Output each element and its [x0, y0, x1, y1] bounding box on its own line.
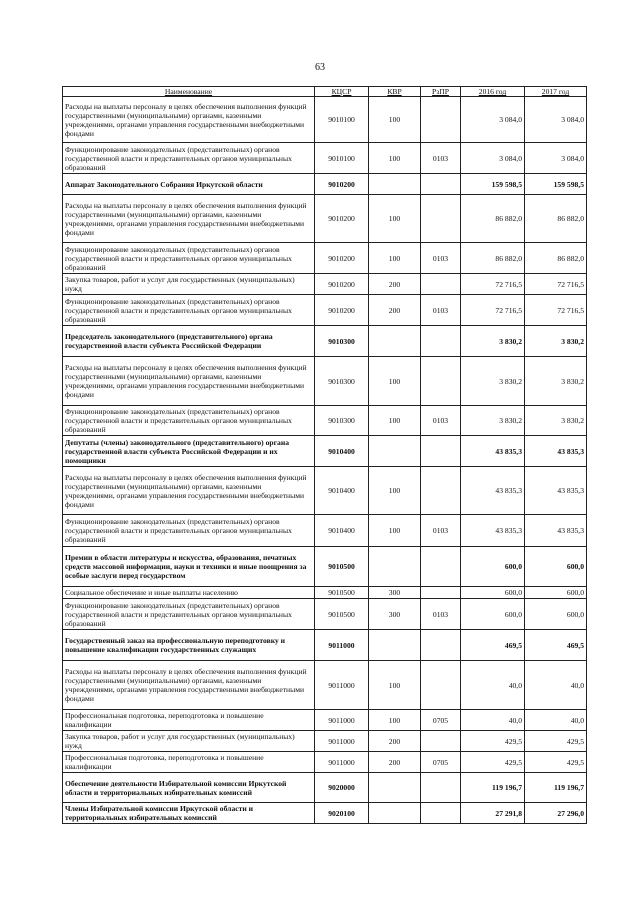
cell-rzpr [421, 326, 461, 357]
cell-name: Закупка товаров, работ и услуг для государственных (муниципальных) нужд [63, 274, 315, 295]
cell-name: Функционирование законодательных (представительных) органов государственной власти и представительных органов муниципальных образований [63, 295, 315, 326]
cell-kvr: 100 [369, 467, 421, 515]
table-row [63, 243, 587, 274]
cell-name: Социальное обеспечение и иные выплаты населению [63, 587, 315, 599]
cell-kcsr: 9010300 [315, 406, 369, 436]
cell-kcsr: 9010300 [315, 326, 369, 357]
cell-2017: 72 716,5 [525, 274, 587, 295]
table-row [63, 547, 587, 587]
cell-rzpr [421, 467, 461, 515]
cell-kvr [369, 803, 421, 824]
cell-kcsr: 9010200 [315, 195, 369, 243]
cell-rzpr: 0103 [421, 599, 461, 630]
cell-name: Депутаты (члены) законодательного (представительного) органа государственной власти субъекта Российской Федерации и их помощники [63, 436, 315, 467]
cell-kvr: 100 [369, 357, 421, 406]
cell-2016: 429,5 [461, 752, 525, 773]
budget-table [62, 86, 587, 824]
cell-rzpr [421, 661, 461, 710]
cell-kvr [369, 326, 421, 357]
cell-rzpr [421, 174, 461, 195]
cell-2017: 3 084,0 [525, 143, 587, 174]
table-row [63, 587, 587, 599]
column-header-name: Наименование [63, 87, 315, 97]
cell-2017: 3 830,2 [525, 357, 587, 406]
table-row [63, 143, 587, 174]
cell-2017: 429,5 [525, 731, 587, 752]
cell-name: Председатель законодательного (представительного) органа государственной власти субъекта Российской Федерации [63, 326, 315, 357]
cell-kcsr: 9010400 [315, 436, 369, 467]
cell-2017: 40,0 [525, 661, 587, 710]
cell-kcsr: 9010200 [315, 274, 369, 295]
cell-2016: 429,5 [461, 731, 525, 752]
cell-2016: 86 882,0 [461, 195, 525, 243]
table-row [63, 406, 587, 436]
cell-2017: 3 830,2 [525, 406, 587, 436]
table-header-row [63, 87, 587, 97]
cell-kcsr: 9010200 [315, 174, 369, 195]
cell-kvr [369, 174, 421, 195]
page-number: 63 [315, 62, 325, 73]
cell-2016: 3 830,2 [461, 326, 525, 357]
table-row [63, 467, 587, 515]
cell-kcsr: 9010200 [315, 295, 369, 326]
table-row [63, 274, 587, 295]
cell-kvr: 100 [369, 661, 421, 710]
cell-name: Премии в области литературы и искусства, образования, печатных средств массовой информации, науки и техники и иные поощрения за особые заслуги перед государством [63, 547, 315, 587]
cell-name: Обеспечение деятельности Избирательной комиссии Иркутской области и территориальных избирательных комиссий [63, 773, 315, 803]
cell-kvr [369, 436, 421, 467]
table-row [63, 599, 587, 630]
cell-name: Закупка товаров, работ и услуг для государственных (муниципальных) нужд [63, 731, 315, 752]
cell-name: Профессиональная подготовка, переподготовка и повышение квалификации [63, 710, 315, 731]
table-row [63, 436, 587, 467]
cell-kvr: 100 [369, 97, 421, 143]
cell-2016: 3 084,0 [461, 97, 525, 143]
cell-2016: 159 598,5 [461, 174, 525, 195]
cell-kcsr: 9010500 [315, 587, 369, 599]
column-header-2017: 2017 год [525, 87, 587, 97]
cell-kvr: 100 [369, 143, 421, 174]
table-row [63, 515, 587, 547]
cell-name: Функционирование законодательных (представительных) органов государственной власти и представительных органов муниципальных образований [63, 143, 315, 174]
cell-kcsr: 9010400 [315, 515, 369, 547]
cell-kcsr: 9020100 [315, 803, 369, 824]
table-row [63, 661, 587, 710]
cell-kvr: 100 [369, 195, 421, 243]
cell-name: Профессиональная подготовка, переподготовка и повышение квалификации [63, 752, 315, 773]
cell-rzpr [421, 195, 461, 243]
cell-2017: 27 296,0 [525, 803, 587, 824]
cell-kvr: 200 [369, 295, 421, 326]
cell-kvr: 300 [369, 587, 421, 599]
cell-2016: 3 830,2 [461, 406, 525, 436]
cell-2017: 429,5 [525, 752, 587, 773]
cell-rzpr [421, 357, 461, 406]
cell-name: Члены Избирательной комиссии Иркутской области и территориальных избирательных комиссий [63, 803, 315, 824]
cell-kvr: 200 [369, 752, 421, 773]
cell-2017: 40,0 [525, 710, 587, 731]
cell-rzpr [421, 274, 461, 295]
cell-kvr: 100 [369, 710, 421, 731]
cell-name: Расходы на выплаты персоналу в целях обеспечения выполнения функций государственными (муниципальными) органами, казенными учреждениями, органами управления государственными внебюджетными фондами [63, 467, 315, 515]
cell-kvr [369, 630, 421, 661]
cell-2017: 86 882,0 [525, 195, 587, 243]
cell-name: Расходы на выплаты персоналу в целях обеспечения выполнения функций государственными (муниципальными) органами, казенными учреждениями, органами управления государственными внебюджетными фондами [63, 357, 315, 406]
cell-rzpr [421, 803, 461, 824]
cell-kcsr: 9010300 [315, 357, 369, 406]
cell-name: Функционирование законодательных (представительных) органов государственной власти и представительных органов муниципальных образований [63, 406, 315, 436]
column-header-kvr: КВР [369, 87, 421, 97]
cell-2016: 72 716,5 [461, 274, 525, 295]
table-row [63, 773, 587, 803]
cell-2016: 43 835,3 [461, 436, 525, 467]
cell-name: Функционирование законодательных (представительных) органов государственной власти и представительных органов муниципальных образований [63, 243, 315, 274]
cell-rzpr: 0103 [421, 143, 461, 174]
cell-kcsr: 9010100 [315, 143, 369, 174]
cell-2016: 72 716,5 [461, 295, 525, 326]
column-header-rzpr: РзПР [421, 87, 461, 97]
table-row [63, 710, 587, 731]
cell-2016: 27 291,8 [461, 803, 525, 824]
cell-2017: 3 830,2 [525, 326, 587, 357]
cell-kvr: 100 [369, 515, 421, 547]
cell-kvr: 200 [369, 274, 421, 295]
cell-rzpr: 0103 [421, 515, 461, 547]
cell-2017: 159 598,5 [525, 174, 587, 195]
cell-2016: 43 835,3 [461, 515, 525, 547]
cell-rzpr: 0103 [421, 406, 461, 436]
cell-2017: 43 835,3 [525, 467, 587, 515]
cell-name: Функционирование законодательных (представительных) органов государственной власти и представительных органов муниципальных образований [63, 599, 315, 630]
table-row [63, 731, 587, 752]
cell-kcsr: 9011000 [315, 752, 369, 773]
cell-kcsr: 9010200 [315, 243, 369, 274]
cell-rzpr [421, 630, 461, 661]
column-header-2016: 2016 год [461, 87, 525, 97]
cell-2016: 40,0 [461, 661, 525, 710]
cell-2017: 86 882,0 [525, 243, 587, 274]
table-row [63, 357, 587, 406]
cell-name: Функционирование законодательных (представительных) органов государственной власти и представительных органов муниципальных образований [63, 515, 315, 547]
table-row [63, 803, 587, 824]
cell-2017: 72 716,5 [525, 295, 587, 326]
cell-rzpr [421, 587, 461, 599]
cell-2016: 119 196,7 [461, 773, 525, 803]
cell-2016: 3 830,2 [461, 357, 525, 406]
cell-rzpr: 0705 [421, 752, 461, 773]
cell-2017: 600,0 [525, 587, 587, 599]
cell-2017: 600,0 [525, 547, 587, 587]
cell-2017: 43 835,3 [525, 436, 587, 467]
column-header-kcsr: КЦСР [315, 87, 369, 97]
cell-name: Расходы на выплаты персоналу в целях обеспечения выполнения функций государственными (муниципальными) органами, казенными учреждениями, органами управления государственными внебюджетными фондами [63, 661, 315, 710]
cell-kcsr: 9011000 [315, 710, 369, 731]
cell-kcsr: 9011000 [315, 661, 369, 710]
cell-kvr [369, 773, 421, 803]
cell-name: Аппарат Законодательного Собрания Иркутской области [63, 174, 315, 195]
cell-2016: 3 084,0 [461, 143, 525, 174]
cell-kvr: 100 [369, 243, 421, 274]
cell-2017: 469,5 [525, 630, 587, 661]
cell-name: Расходы на выплаты персоналу в целях обеспечения выполнения функций государственными (муниципальными) органами, казенными учреждениями, органами управления государственными внебюджетными фондами [63, 195, 315, 243]
cell-2017: 43 835,3 [525, 515, 587, 547]
cell-rzpr [421, 97, 461, 143]
cell-rzpr: 0103 [421, 243, 461, 274]
cell-kcsr: 9010500 [315, 547, 369, 587]
cell-rzpr [421, 436, 461, 467]
cell-name: Расходы на выплаты персоналу в целях обеспечения выполнения функций государственными (муниципальными) органами, казенными учреждениями, органами управления государственными внебюджетными фондами [63, 97, 315, 143]
cell-2017: 3 084,0 [525, 97, 587, 143]
cell-kvr: 100 [369, 406, 421, 436]
table-row [63, 630, 587, 661]
cell-2016: 86 882,0 [461, 243, 525, 274]
cell-2017: 119 196,7 [525, 773, 587, 803]
cell-kvr [369, 547, 421, 587]
cell-kvr: 300 [369, 599, 421, 630]
cell-2016: 40,0 [461, 710, 525, 731]
table-row [63, 752, 587, 773]
cell-kcsr: 9011000 [315, 731, 369, 752]
cell-2017: 600,0 [525, 599, 587, 630]
table-row [63, 97, 587, 143]
cell-rzpr [421, 731, 461, 752]
cell-rzpr: 0705 [421, 710, 461, 731]
cell-rzpr: 0103 [421, 295, 461, 326]
cell-2016: 600,0 [461, 547, 525, 587]
cell-name: Государственный заказ на профессиональную переподготовку и повышение квалификации государственных служащих [63, 630, 315, 661]
table-row [63, 326, 587, 357]
table-row [63, 174, 587, 195]
cell-kvr: 200 [369, 731, 421, 752]
cell-rzpr [421, 547, 461, 587]
cell-2016: 600,0 [461, 587, 525, 599]
cell-kcsr: 9010100 [315, 97, 369, 143]
cell-2016: 600,0 [461, 599, 525, 630]
cell-2016: 469,5 [461, 630, 525, 661]
table-body [63, 97, 587, 824]
table-row [63, 295, 587, 326]
cell-kcsr: 9010500 [315, 599, 369, 630]
cell-rzpr [421, 773, 461, 803]
cell-2016: 43 835,3 [461, 467, 525, 515]
cell-kcsr: 9010400 [315, 467, 369, 515]
cell-kcsr: 9011000 [315, 630, 369, 661]
table-row [63, 195, 587, 243]
cell-kcsr: 9020000 [315, 773, 369, 803]
